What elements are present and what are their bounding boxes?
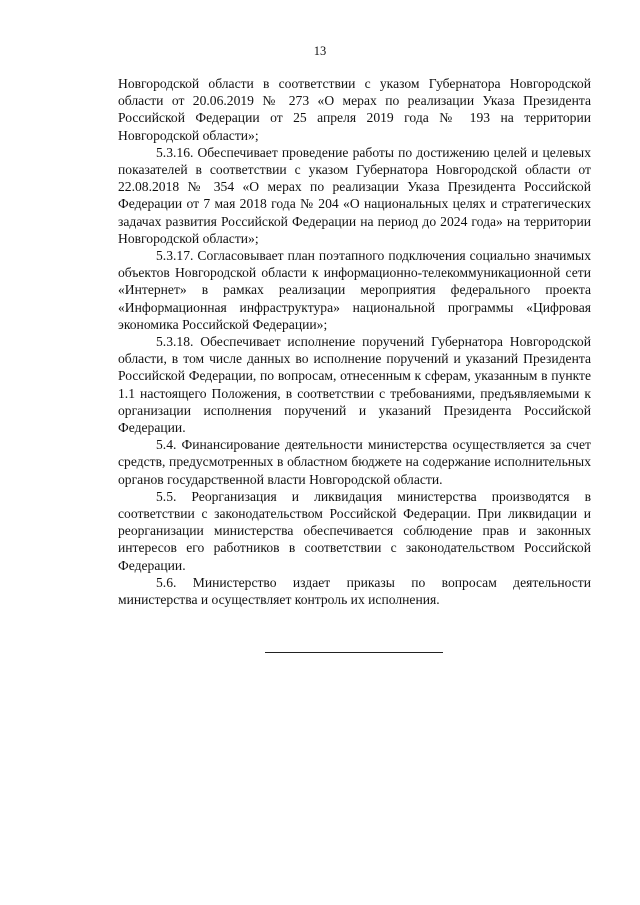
page-number: 13: [313, 44, 327, 58]
paragraph-5-3-17: 5.3.17. Согласовывает план поэтапного подключения социально значимых объектов Новгородской области к информационно-телекоммуникационной сети «Интернет» в рамках реализации мероприятия федерального проекта «Информационная инфраструктура» национальной программы «Цифровая экономика Российской Федерации»;: [118, 248, 591, 332]
paragraph-5-5: 5.5. Реорганизация и ликвидация министерства производятся в соответствии с законодательством Российской Федерации. При ликвидации и реорганизации министерства обеспечивается соблюдение прав и законных интересов его работников в соответствии с законодательством Российской Федерации.: [118, 488, 591, 573]
paragraph-5-4: 5.4. Финансирование деятельности министерства осуществляется за счет средств, предусмотренных в областном бюджете на содержание исполнительных органов государственной власти Новгородской области.: [118, 437, 591, 487]
paragraph-5-3-18: 5.3.18. Обеспечивает исполнение поручений Губернатора Новгородской области, в том числе данных во исполнение поручений и указаний Президента Российской Федерации, по вопросам, отнесенным к сферам, указанным в пункте 1.1 настоящего Положения, в соответствии с требованиями, предъявляемыми к организации исполнения поручений и указаний Президента Российской Федерации.: [118, 334, 591, 436]
document-body: [118, 75, 591, 608]
paragraph-5-3-16: 5.3.16. Обеспечивает проведение работы по достижению целей и целевых показателей в соответствии с указом Губернатора Новгородской области от 22.08.2018 № 354 «О мерах по реализации Указа Президента Российской Федерации от 7 мая 2018 года № 204 «О национальных целях и стратегических задачах развития Российской Федерации на период до 2024 года» на территории Новгородской области»;: [118, 144, 591, 246]
end-of-document-rule: [265, 652, 443, 653]
paragraph-continuation: Новгородской области в соответствии с указом Губернатора Новгородской области от 20.06.2019 № 273 «О мерах по реализации Указа Президента Российской Федерации от 25 апреля 2019 года № 193 на территории Новгородской области»;: [118, 76, 591, 143]
paragraph-5-6: 5.6. Министерство издает приказы по вопросам деятельности министерства и осуществляет контроль их исполнения.: [118, 574, 591, 608]
